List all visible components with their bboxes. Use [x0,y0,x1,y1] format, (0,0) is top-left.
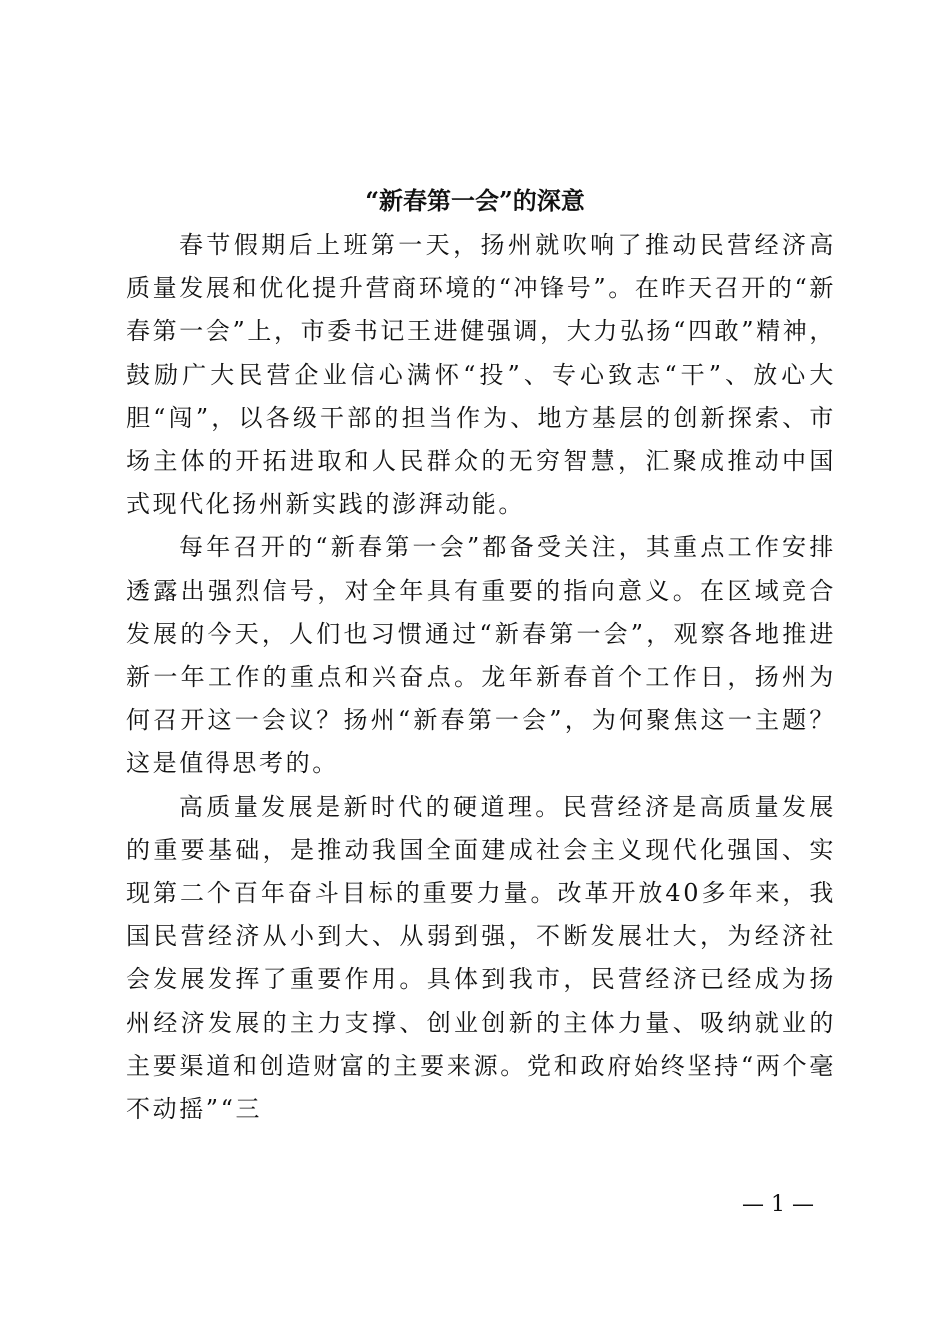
document-title: “新春第一会”的深意 [365,186,585,215]
paragraph-1: 春节假期后上班第一天，扬州就吹响了推动民营经济高质量发展和优化提升营商环境的“冲锋号”。在昨天召开的“新春第一会”上，市委书记王进健强调，大力弘扬“四敢”精神，鼓励广大民营企业信心满怀“投”、专心致志“干”、放心大胆“闯”，以各级干部的担当作为、地方基层的创新探索、市场主体的开拓进取和人民群众的无穷智慧，汇聚成推动中国式现代化扬州新实践的澎湃动能。 [126,231,836,519]
page-number: — 1 — [742,1192,814,1217]
paragraph-3: 高质量发展是新时代的硬道理。民营经济是高质量发展的重要基础，是推动我国全面建成社会主义现代化强国、实现第二个百年奋斗目标的重要力量。改革开放40多年来，我国民营经济从小到大、从弱到强，不断发展壮大，为经济社会发展发挥了重要作用。具体到我市，民营经济已经成为扬州经济发展的主力支撑、创业创新的主体力量、吸纳就业的主要渠道和创造财富的主要来源。党和政府始终坚持“两个毫不动摇”“三 [126,792,836,1124]
paragraph-2: 每年召开的“新春第一会”都备受关注，其重点工作安排透露出强烈信号，对全年具有重要的指向意义。在区域竞合发展的今天，人们也习惯通过“新春第一会”，观察各地推进新一年工作的重点和兴奋点。龙年新春首个工作日，扬州为何召开这一会议？扬州“新春第一会”，为何聚焦这一主题？这是值得思考的。 [126,533,836,778]
document-body [126,224,836,1131]
